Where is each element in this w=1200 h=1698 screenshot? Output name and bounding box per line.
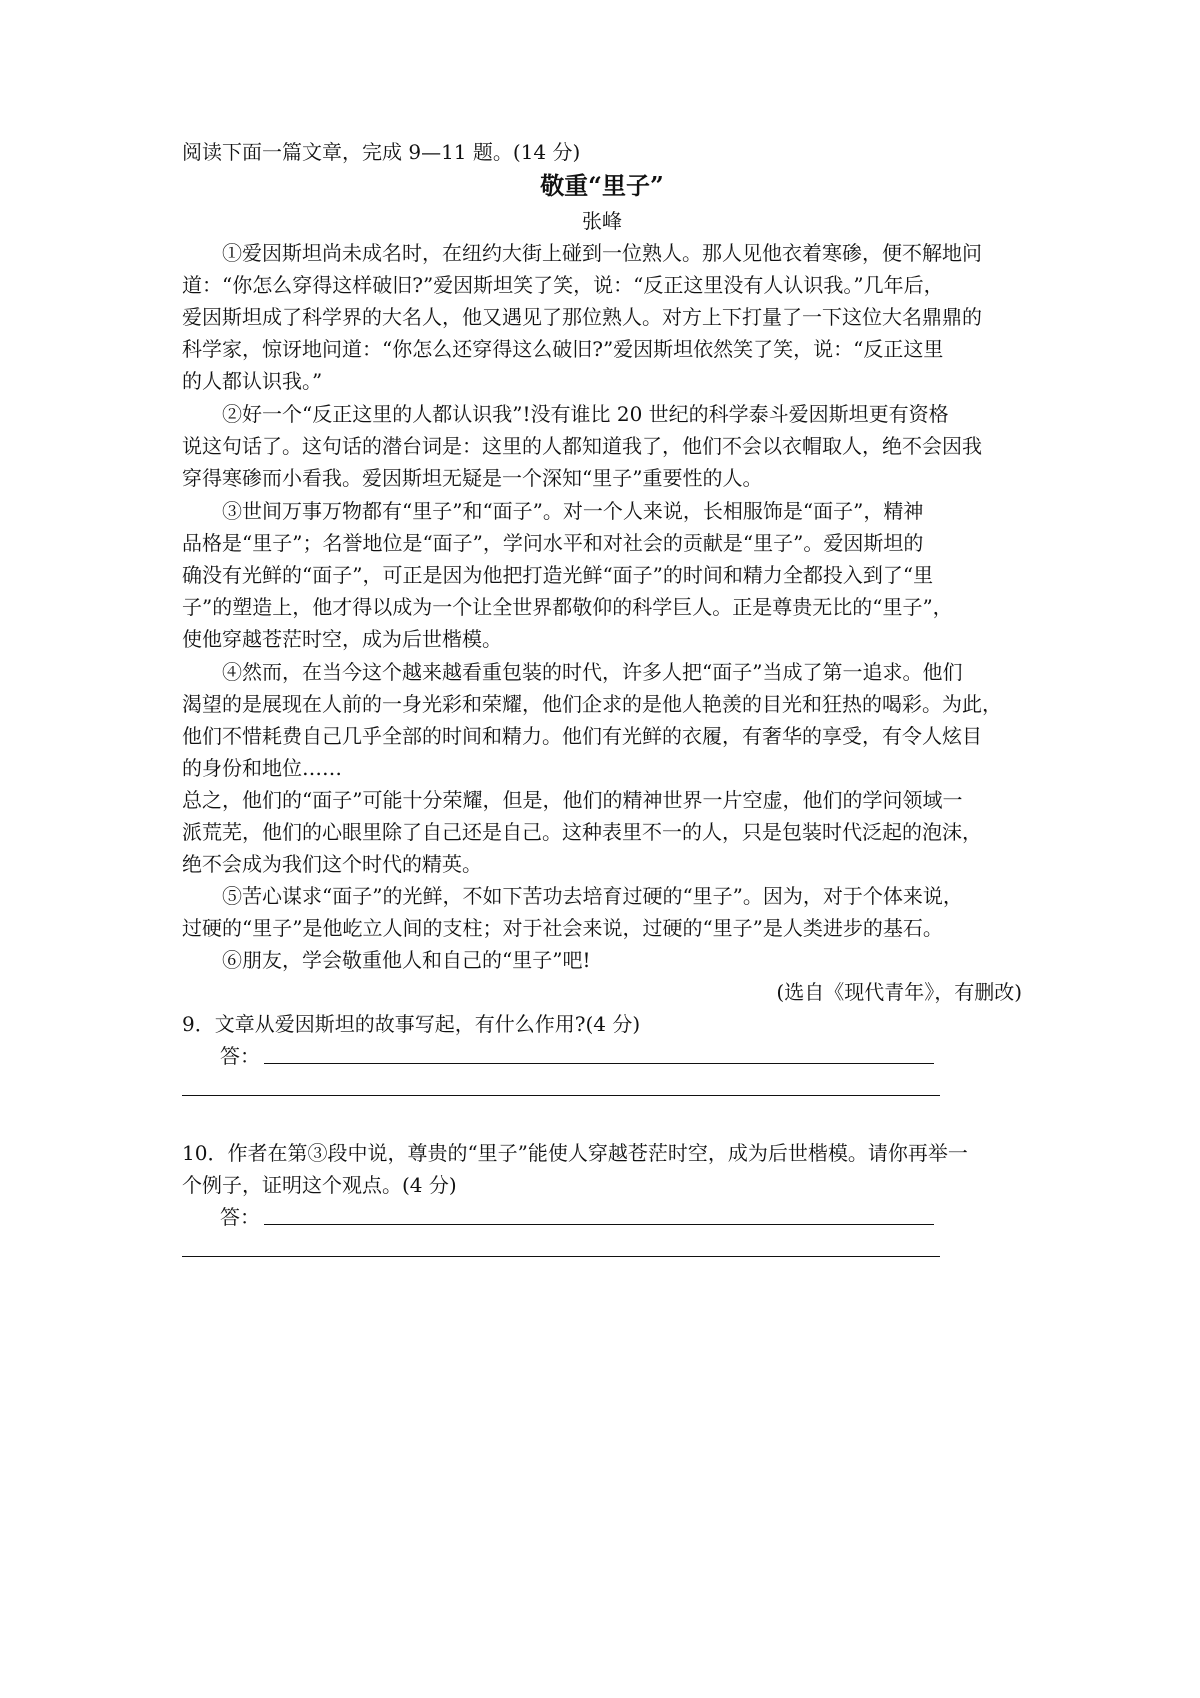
paragraph-4-line: 渴望的是展现在人前的一身光彩和荣耀，他们企求的是他人艳羡的目光和狂热的喝彩。为此， [182, 692, 1002, 716]
paragraph-3-line: ③世间万事万物都有“里子”和“面子”。对一个人来说，长相服饰是“面子”，精神 [222, 499, 924, 523]
paragraph-5-line: ⑤苦心谋求“面子”的光鲜，不如下苦功去培育过硬的“里子”。因为，对于个体来说， [222, 884, 963, 908]
paragraph-3-line: 子”的塑造上，他才得以成为一个让全世界都敬仰的科学巨人。正是尊贵无比的“里子”， [182, 595, 953, 619]
answer-label-q9: 答： [220, 1044, 260, 1068]
paragraph-3-line: 品格是“里子”；名誉地位是“面子”，学问水平和对社会的贡献是“里子”。爱因斯坦的 [182, 531, 924, 555]
paragraph-2-line: 穿得寒碜而小看我。爱因斯坦无疑是一个深知“里子”重要性的人。 [182, 466, 763, 490]
question-9: 9．文章从爱因斯坦的故事写起，有什么作用?(4 分) [182, 1012, 641, 1036]
answer-line-q10-2[interactable] [182, 1256, 940, 1257]
question-10-line: 10．作者在第③段中说，尊贵的“里子”能使人穿越苍茫时空，成为后世楷模。请你再举一 [182, 1141, 968, 1165]
paragraph-3-line: 确没有光鲜的“面子”，可正是因为他把打造光鲜“面子”的时间和精力全都投入到了“里 [182, 563, 934, 587]
paragraph-1-line: 道：“你怎么穿得这样破旧?”爱因斯坦笑了笑，说：“反正这里没有人认识我。”几年后， [182, 273, 944, 297]
question-10-line: 个例子，证明这个观点。(4 分) [182, 1173, 457, 1197]
paragraph-4-line: 的身份和地位…… [182, 756, 342, 780]
paragraph-4-line: 他们不惜耗费自己几乎全部的时间和精力。他们有光鲜的衣履，有奢华的享受，有令人炫目 [182, 724, 982, 748]
paragraph-5-line: 过硬的“里子”是他屹立人间的支柱；对于社会来说，过硬的“里子”是人类进步的基石。 [182, 916, 943, 940]
article-source: (选自《现代青年》，有删改) [776, 980, 1022, 1004]
paragraph-1-line: 爱因斯坦成了科学界的大名人，他又遇见了那位熟人。对方上下打量了一下这位大名鼎鼎的 [182, 305, 982, 329]
paragraph-2-line: ②好一个“反正这里的人都认识我”!没有谁比 20 世纪的科学泰斗爱因斯坦更有资格 [222, 402, 949, 426]
answer-line-q9-1[interactable] [264, 1063, 934, 1064]
paragraph-6: ⑥朋友，学会敬重他人和自己的“里子”吧! [222, 948, 591, 972]
paragraph-4-line: ④然而，在当今这个越来越看重包装的时代，许多人把“面子”当成了第一追求。他们 [222, 660, 963, 684]
answer-line-q9-2[interactable] [182, 1095, 940, 1096]
answer-line-q10-1[interactable] [264, 1224, 934, 1225]
paragraph-1-line: ①爱因斯坦尚未成名时，在纽约大街上碰到一位熟人。那人见他衣着寒碜，便不解地问 [222, 241, 982, 265]
answer-label-q10: 答： [220, 1205, 260, 1229]
section-instructions: 阅读下面一篇文章，完成 9—11 题。(14 分) [182, 140, 581, 164]
paragraph-1-line: 的人都认识我。” [182, 369, 323, 393]
article-title: 敬重“里子” [540, 171, 664, 200]
paragraph-2-line: 说这句话了。这句话的潜台词是：这里的人都知道我了，他们不会以衣帽取人，绝不会因我 [182, 434, 982, 458]
paragraph-3-line: 使他穿越苍茫时空，成为后世楷模。 [182, 627, 502, 651]
article-author: 张峰 [582, 209, 622, 233]
paragraph-1-line: 科学家，惊讶地问道：“你怎么还穿得这么破旧?”爱因斯坦依然笑了笑，说：“反正这里 [182, 337, 944, 361]
paragraph-4b-line: 绝不会成为我们这个时代的精英。 [182, 852, 482, 876]
paragraph-4b-line: 派荒芜，他们的心眼里除了自己还是自己。这种表里不一的人，只是包装时代泛起的泡沫， [182, 820, 982, 844]
paragraph-4b-line: 总之，他们的“面子”可能十分荣耀，但是，他们的精神世界一片空虚，他们的学问领域一 [182, 788, 963, 812]
